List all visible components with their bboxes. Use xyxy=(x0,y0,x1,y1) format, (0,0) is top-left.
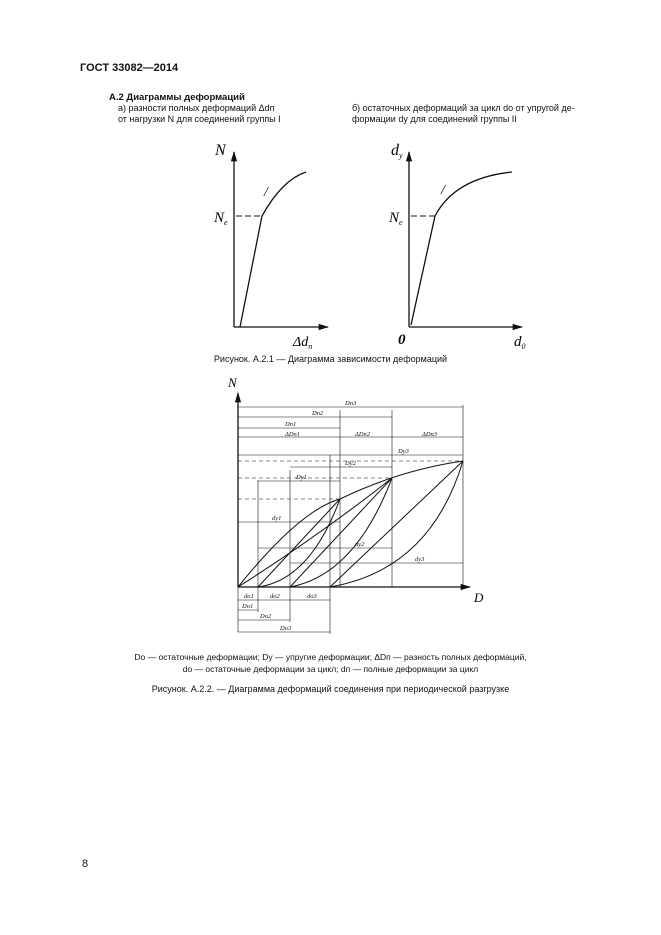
caption-b-line2: формации dу для соединений группы II xyxy=(352,114,517,124)
diagram-a xyxy=(234,152,328,327)
diagram-2-unload-1 xyxy=(258,499,340,587)
diagram-2-loading-curve-2 xyxy=(238,478,392,587)
label-ddn1: ΔDп1 xyxy=(285,431,301,438)
label-do2: dо2 xyxy=(270,593,280,600)
figure2-legend xyxy=(0,651,661,675)
label-ddn3: ΔDп3 xyxy=(422,431,438,438)
label-Do3: Dо3 xyxy=(280,625,292,632)
standard-number: ГОСТ 33082—2014 xyxy=(80,62,179,74)
diagram-2-unload-3 xyxy=(330,461,463,587)
diagram-b-origin: 0 xyxy=(398,332,406,348)
caption-a-line1: а) разности полных деформаций Δdп xyxy=(118,103,275,113)
diagram-a-x-label: $\Delta d_п$ xyxy=(293,335,313,351)
diagram-b-marker: / xyxy=(441,183,445,198)
section-title: А.2 Диаграммы деформаций xyxy=(109,92,245,103)
diagram-b-ne-label: $N_е$ xyxy=(389,210,403,227)
diagram-a-curve xyxy=(240,172,306,327)
label-dn2: Dп2 xyxy=(312,410,324,417)
diagram-a-marker: / xyxy=(264,185,268,200)
label-d-y2: dу2 xyxy=(355,541,365,548)
diagram-2-y-label: N xyxy=(228,375,237,390)
diagram-2-unload-2 xyxy=(290,478,392,587)
diagram-2-x-label: D xyxy=(474,590,484,605)
diagram-a-y-label: N xyxy=(215,142,226,159)
label-dn3: Dп3 xyxy=(345,400,357,407)
diagram-2-labels xyxy=(241,400,438,632)
diagram-a-ne-label: $N_е$ xyxy=(214,210,228,227)
label-d-y3: dу3 xyxy=(415,556,425,563)
figure2-caption: Рисунок. А.2.2. — Диаграмма деформаций соединения при периодической разгрузке xyxy=(151,684,510,694)
caption-a-line2: от нагрузки N для соединений группы I xyxy=(118,114,281,124)
caption-b-line1: б) остаточных деформаций за цикл dо от упругой де- xyxy=(352,103,575,113)
diagram-b-curve xyxy=(411,172,512,325)
legend-line2: dо — остаточные деформации за цикл; dп — полные деформации за цикл xyxy=(182,664,479,674)
diagram-b-y-label: dу xyxy=(391,142,403,160)
figure1-caption: Рисунок. А.2.1 — Диаграмма зависимости деформаций xyxy=(213,354,448,364)
legend-line1: Dо — остаточные деформации; Dу — упругие деформации; ΔDп — разность полных деформаций, xyxy=(134,652,527,662)
label-d-y1: dу1 xyxy=(272,515,282,522)
label-do3: dо3 xyxy=(307,593,317,600)
label-Do1: Dо1 xyxy=(242,603,254,610)
diagram-b-x-label: $d_0$ xyxy=(514,334,526,351)
label-dy2: Dу2 xyxy=(345,460,356,467)
label-Do2: Dо2 xyxy=(260,613,272,620)
label-dn1: Dп1 xyxy=(285,421,297,428)
page-number: 8 xyxy=(82,858,89,870)
label-ddn2: ΔDп2 xyxy=(355,431,371,438)
label-dy3: Dу3 xyxy=(398,448,409,455)
diagram-b xyxy=(409,152,522,327)
label-do1: dо1 xyxy=(244,593,254,600)
label-dy1: Dу1 xyxy=(296,474,307,481)
